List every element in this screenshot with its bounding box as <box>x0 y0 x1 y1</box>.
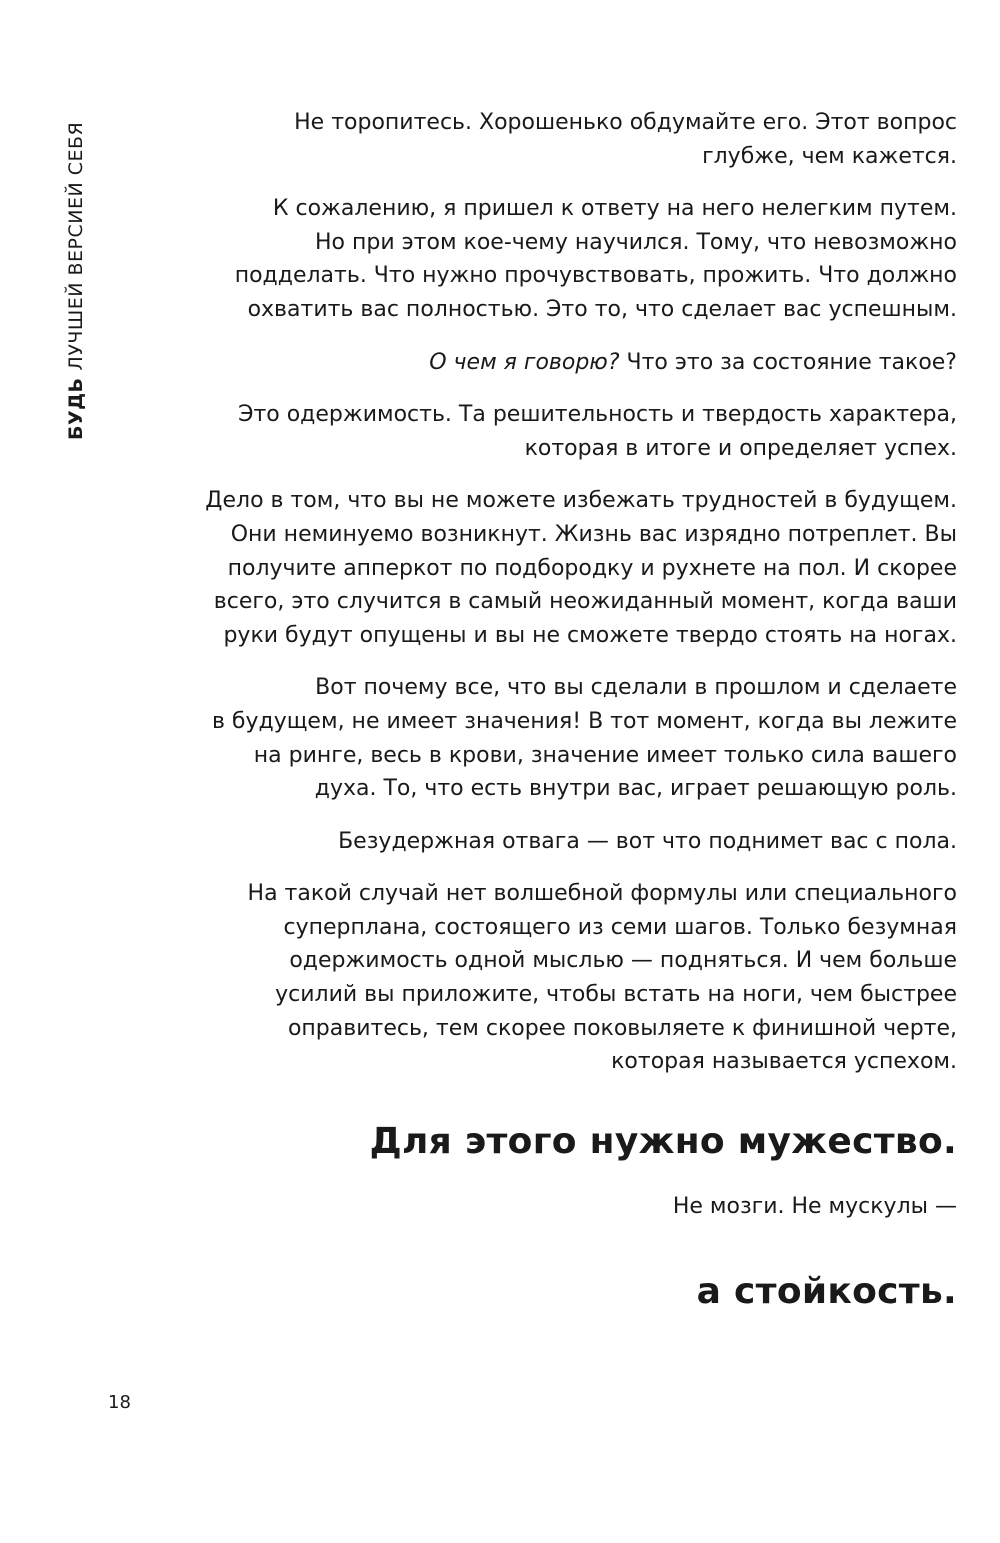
running-head <box>58 40 94 440</box>
paragraph-6 <box>165 671 957 805</box>
paragraph-5 <box>165 484 957 652</box>
paragraph-7 <box>165 825 957 859</box>
text-line: подделать. Что нужно прочувствовать, прожить. Что должно <box>234 263 957 289</box>
text-line: суперплана, состоящего из семи шагов. Только безумная <box>283 914 957 940</box>
text-line: К сожалению, я пришел к ответу на него нелегким путем. <box>272 196 957 222</box>
paragraph-2 <box>165 192 957 326</box>
main-text-column <box>165 106 957 1315</box>
text-line: в будущем, не имеет значения! В тот момент, когда вы лежите <box>211 708 957 734</box>
final-emphasis-heading: а стойкость. <box>696 1270 957 1312</box>
text-line: руки будут опущены и вы не сможете твердо стоять на ногах. <box>223 622 957 648</box>
text-line: Вот почему все, что вы сделали в прошлом и сделаете <box>315 675 957 701</box>
text-fragment: Что это за состояние такое? <box>619 349 957 375</box>
text-line: охватить вас полностью. Это то, что сделает вас успешным. <box>247 296 957 322</box>
text-line: На такой случай нет волшебной формулы или специального <box>247 881 957 907</box>
paragraph-1 <box>165 106 957 173</box>
running-head-title: ЛУЧШЕЙ ВЕРСИЕЙ СЕБЯ <box>65 121 87 371</box>
paragraph-8 <box>165 877 957 1079</box>
emphasis-heading: Для этого нужно мужество. <box>369 1120 957 1162</box>
text-line <box>165 346 957 380</box>
text-line: которая называется успехом. <box>611 1049 957 1075</box>
text-line: всего, это случится в самый неожиданный момент, когда ваши <box>213 589 957 615</box>
text-line: получите апперкот по подбородку и рухнете на пол. И скорее <box>227 555 957 581</box>
text-line: Они неминуемо возникнут. Жизнь вас изрядно потреплет. Вы <box>230 521 957 547</box>
text-line: Не торопитесь. Хорошенько обдумайте его. Этот вопрос <box>294 110 957 135</box>
text-line: глубже, чем кажется. <box>702 143 957 169</box>
text-line: Но при этом кое-чему научился. Тому, что невозможно <box>314 229 957 255</box>
text-line: Это одержимость. Та решительность и твердость характера, <box>238 402 957 428</box>
italic-phrase: О чем я говорю? <box>429 349 620 375</box>
text-line: Дело в том, что вы не можете избежать трудностей в будущем. <box>205 488 957 514</box>
text-line: оправитесь, тем скорее поковыляете к финишной черте, <box>287 1015 957 1041</box>
emphasis-subline: Не мозги. Не мускулы — <box>672 1193 957 1219</box>
page-number: 18 <box>108 1392 131 1413</box>
text-line: усилий вы приложите, чтобы встать на ноги, чем быстрее <box>275 982 957 1008</box>
running-head-strong: БУДЬ <box>65 377 87 440</box>
text-line: одержимость одной мыслью — подняться. И чем больше <box>289 948 957 974</box>
text-line: на ринге, весь в крови, значение имеет только сила вашего <box>253 742 957 768</box>
paragraph-3 <box>165 346 957 380</box>
paragraph-4 <box>165 398 957 465</box>
text-line: которая в итоге и определяет успех. <box>524 435 957 461</box>
text-line: Безудержная отвага — вот что поднимет вас с пола. <box>338 828 957 854</box>
text-line: духа. То, что есть внутри вас, играет решающую роль. <box>314 776 957 802</box>
